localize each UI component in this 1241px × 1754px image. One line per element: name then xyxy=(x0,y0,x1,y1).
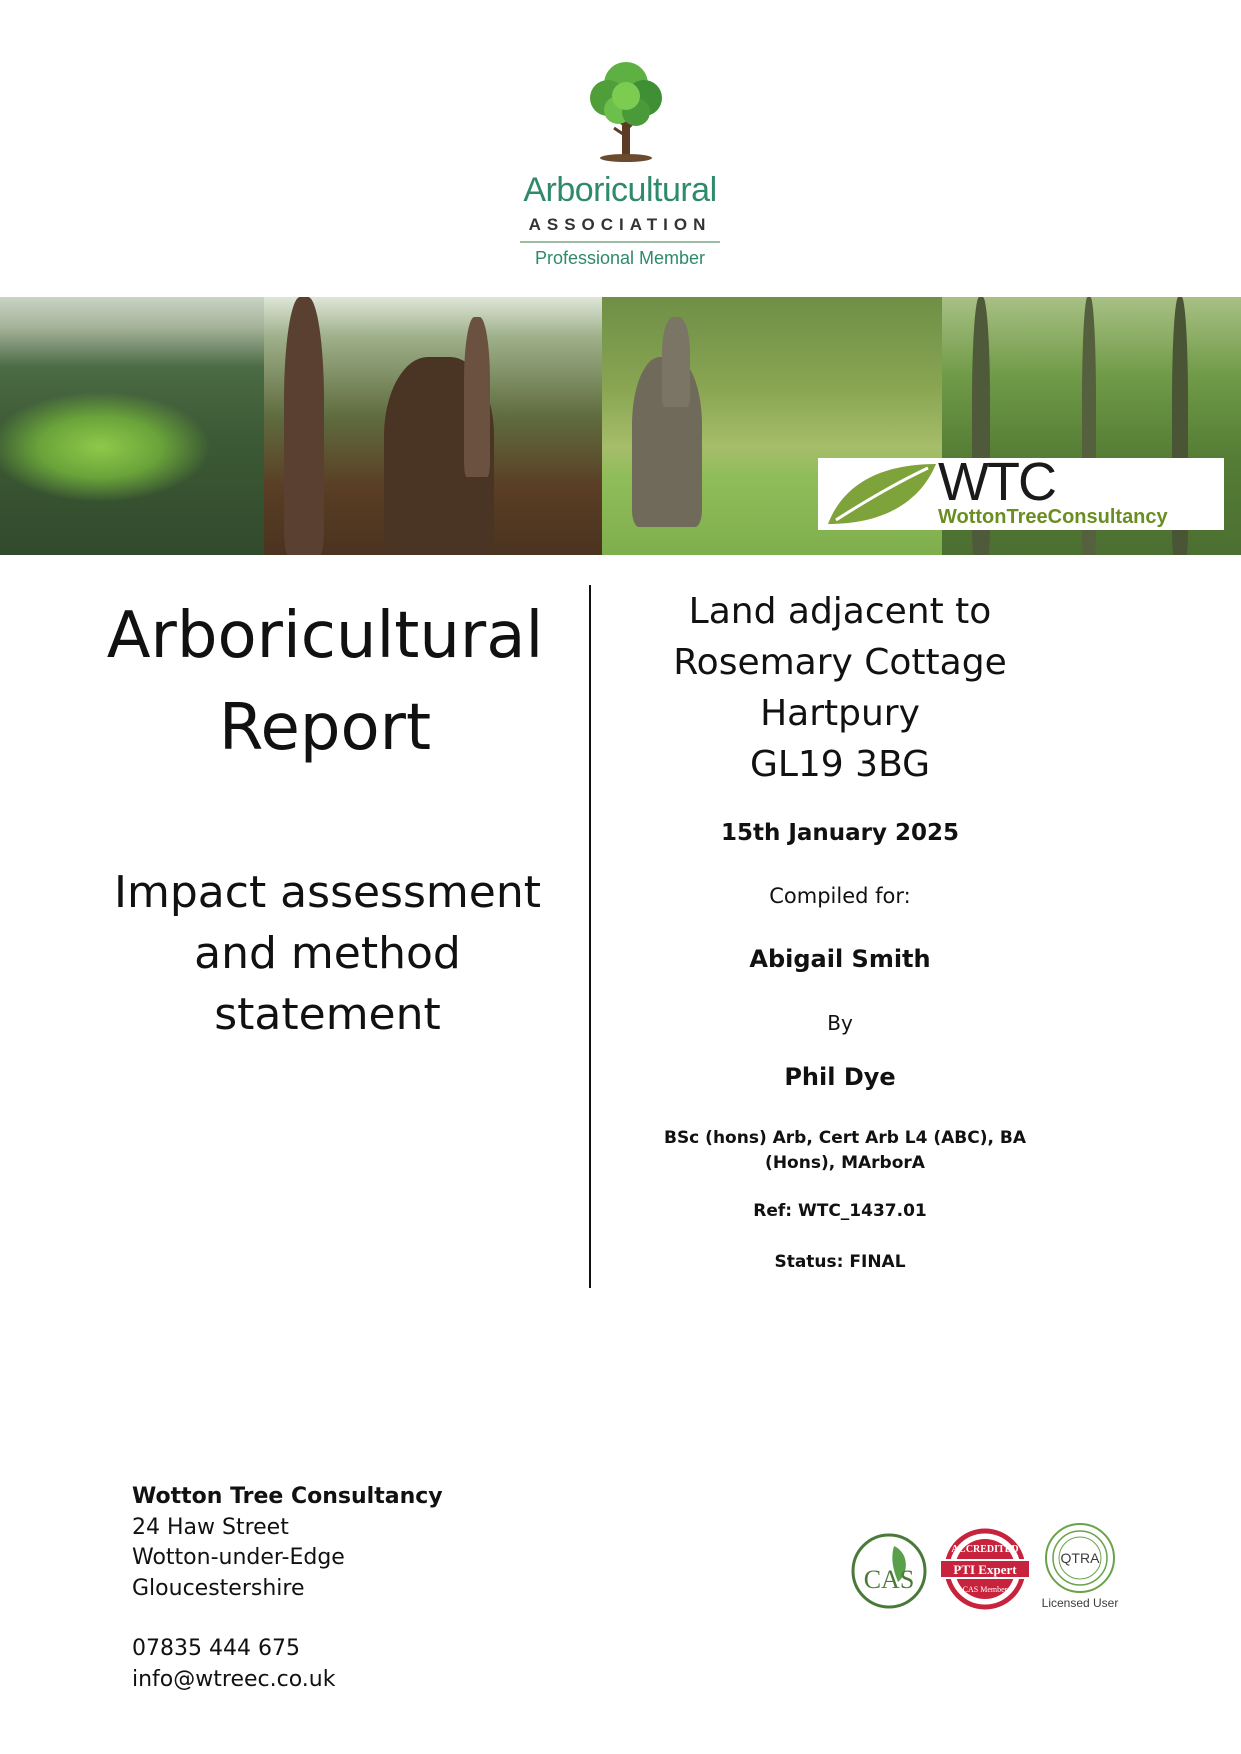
arboricultural-association-logo xyxy=(470,50,770,270)
address-line-2: Wotton-under-Edge xyxy=(132,1545,345,1570)
report-title-line-2: Report xyxy=(218,691,432,765)
association-divider xyxy=(520,241,720,243)
site-address-line-2: Rosemary Cottage xyxy=(673,642,1007,683)
green-leaf-icon xyxy=(824,462,940,526)
association-subtitle: ASSOCIATION xyxy=(528,215,712,234)
site-address xyxy=(610,586,1070,790)
report-title xyxy=(60,590,590,774)
pti-badge-main-text: PTI Expert xyxy=(953,1562,1017,1577)
cas-badge-icon xyxy=(850,1532,928,1610)
author-qualifications: BSc (hons) Arb, Cert Arb L4 (ABC), BA (Hons), MArborA xyxy=(663,1128,1026,1173)
report-subtitle-line-3: statement xyxy=(214,989,441,1040)
wtc-name: WottonTreeConsultancy xyxy=(938,506,1168,528)
phone-number: 07835 444 675 xyxy=(132,1636,300,1661)
association-membership: Professional Member xyxy=(534,248,706,268)
email-address: info@wtreec.co.uk xyxy=(132,1666,336,1692)
report-date: 15th January 2025 xyxy=(720,820,960,846)
accreditation-badges xyxy=(850,1520,1130,1620)
qtra-badge-text: QTRA xyxy=(1060,1550,1100,1566)
report-status: Status: FINAL xyxy=(774,1252,906,1272)
address-line-1: 24 Haw Street xyxy=(132,1514,289,1540)
association-name: Arboricultural xyxy=(523,171,717,209)
qtra-caption: Licensed User xyxy=(1041,1596,1119,1610)
client-name: Abigail Smith xyxy=(749,945,931,973)
report-subtitle-line-2: and method xyxy=(194,928,461,979)
report-subtitle xyxy=(80,862,575,1045)
cas-badge-text: CAS xyxy=(863,1565,915,1594)
wotton-tree-consultancy-logo xyxy=(818,452,1224,530)
compiled-for-label: Compiled for: xyxy=(769,884,911,908)
spacer xyxy=(132,1604,632,1634)
company-name: Wotton Tree Consultancy xyxy=(132,1484,443,1509)
report-title-line-1: Arboricultural xyxy=(106,599,544,673)
wtc-mark: WTC xyxy=(938,452,1055,512)
by-label: By xyxy=(827,1011,853,1035)
site-address-line-1: Land adjacent to xyxy=(688,591,992,632)
pti-badge-top-text: ACCREDITED xyxy=(951,1544,1019,1555)
oak-tree-icon xyxy=(578,56,674,166)
qtra-badge-icon xyxy=(1040,1520,1120,1598)
report-subtitle-line-1: Impact assessment xyxy=(114,867,541,918)
address-line-3: Gloucestershire xyxy=(132,1575,305,1601)
pti-badge-bottom-text: CAS Member xyxy=(962,1585,1008,1594)
author-name: Phil Dye xyxy=(784,1063,896,1091)
veteran-tree-photo xyxy=(264,297,602,555)
site-postcode: GL19 3BG xyxy=(749,744,931,785)
site-address-line-3: Hartpury xyxy=(760,693,920,734)
report-reference: Ref: WTC_1437.01 xyxy=(753,1201,927,1221)
garden-aerial-photo xyxy=(0,297,264,555)
contact-block xyxy=(132,1482,632,1695)
pti-expert-badge-icon xyxy=(936,1526,1034,1612)
